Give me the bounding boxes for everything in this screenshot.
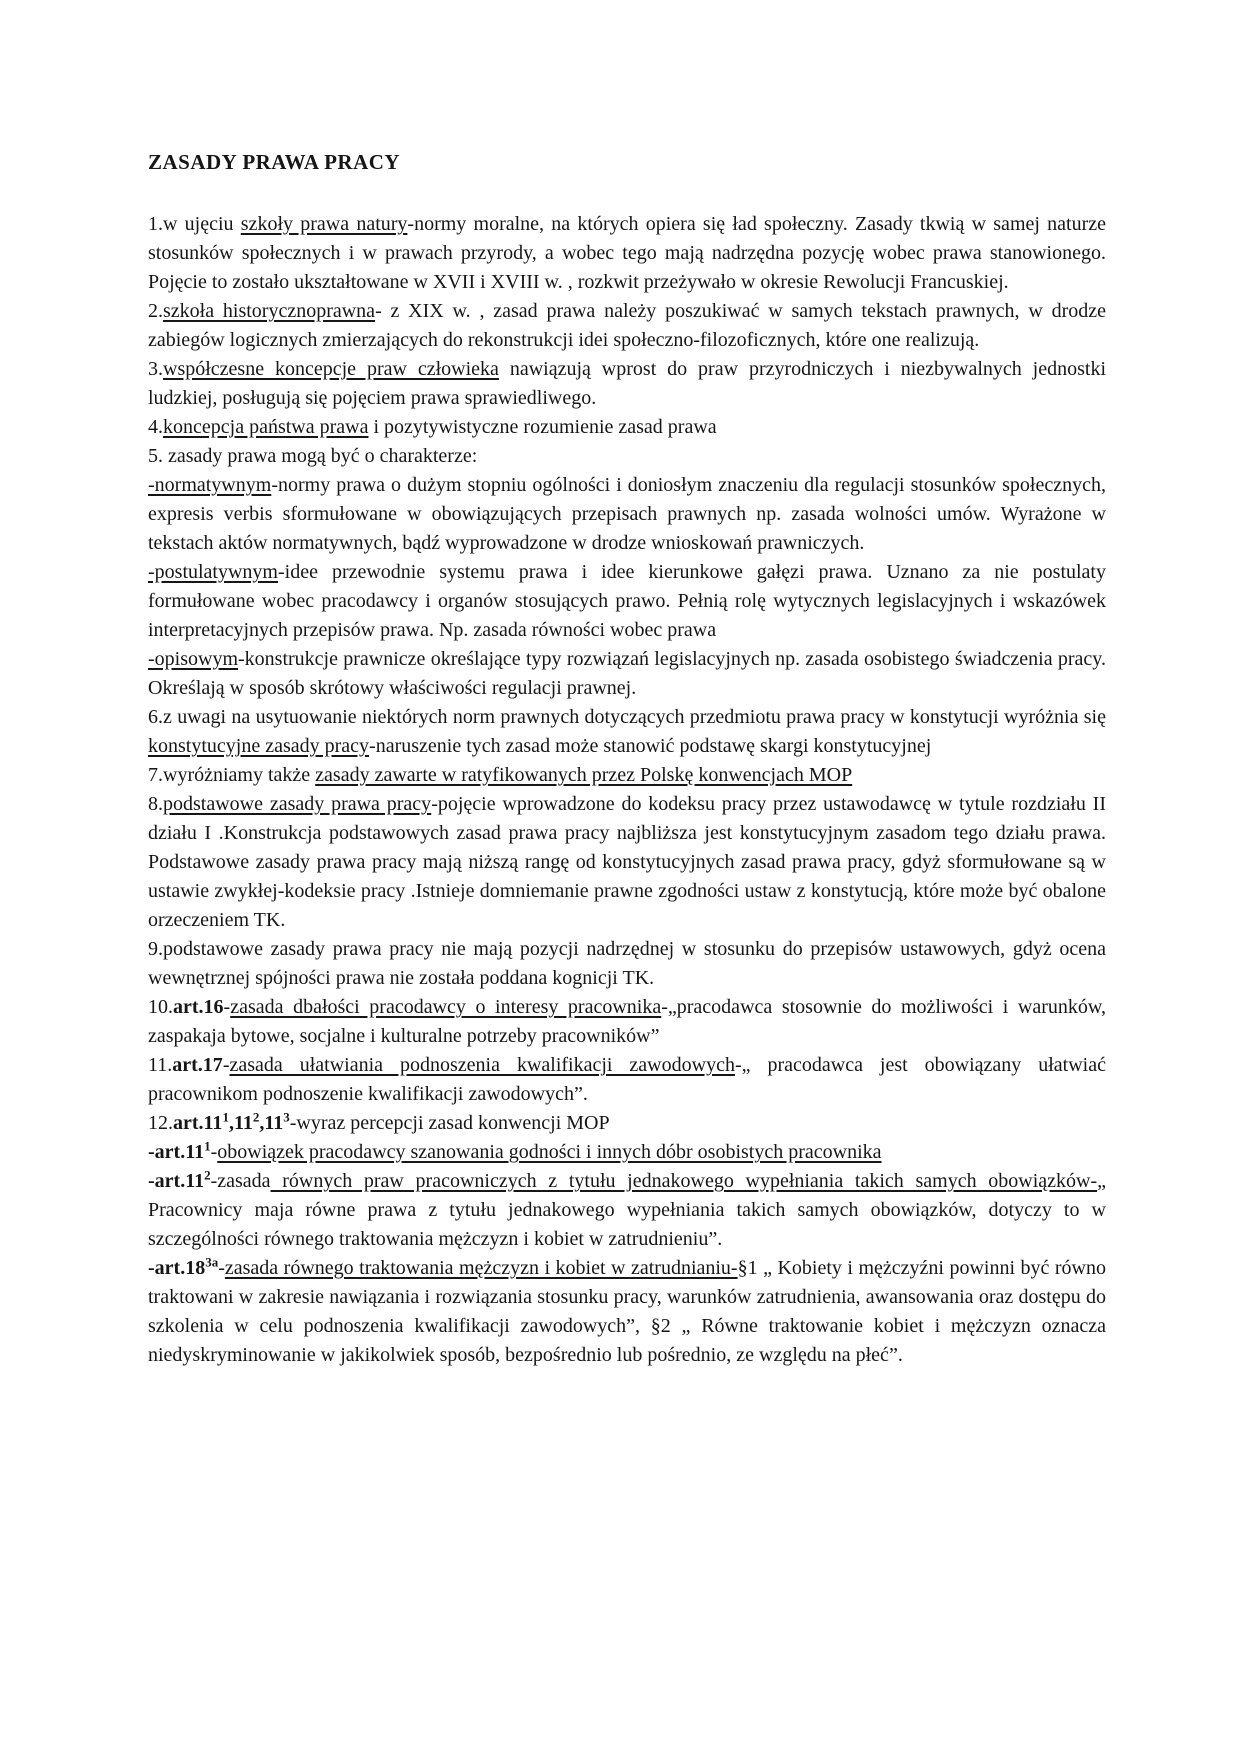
text-run: 3 xyxy=(283,1109,290,1125)
text-run: -„pracodawca stosownie do możliwości i warunków, zaspakaja bytowe, socjalne i kulturalne potrzeby pracowników” xyxy=(148,996,1106,1047)
text-run: -naruszenie tych zasad może stanowić podstawę skargi konstytucyjnej xyxy=(369,735,932,757)
paragraph xyxy=(148,471,1106,558)
text-run: -normatywnym xyxy=(148,474,272,496)
text-run: - xyxy=(223,996,231,1018)
text-run: -postulatywnym xyxy=(148,561,278,583)
text-run: §1 „ Kobiety i mężczyźni powinni być równo traktowani w zakresie nawiązania i rozwiązania stosunku pracy, warunków zatrudnienia, awansowania oraz dostępu do szkolenia w celu podnoszenia kwalifikacji zawodowych”, §2 „ Równe traktowanie kobiet i mężczyzn oznacza niedyskryminowanie w jakikolwiek sposób, bezpośrednio lub pośrednio, ze względu na płeć”. xyxy=(148,1257,1107,1366)
text-run: -opisowym xyxy=(148,648,238,670)
text-run: obowiązek pracodawcy szanowania godności i innych dóbr osobistych pracownika xyxy=(217,1141,882,1163)
text-run: -konstrukcje prawnicze określające typy rozwiązań legislacyjnych np. zasada osobistego świadczenia pracy. Określają w sposób skrótowy właściwości regulacji prawnej. xyxy=(148,648,1106,699)
text-run: 3. xyxy=(148,358,163,380)
text-run: zasada równego traktowania mężczyzn i kobiet w zatrudnianiu- xyxy=(224,1257,738,1279)
text-run: 2 xyxy=(252,1109,260,1125)
text-run: -art.11 xyxy=(148,1141,205,1163)
text-run: zasada dbałości pracodawcy o interesy pracownika xyxy=(230,996,662,1018)
text-run: -wyraz percepcji zasad konwencji MOP xyxy=(289,1112,610,1134)
paragraph xyxy=(148,558,1106,645)
text-run: szkoła historycznoprawna xyxy=(163,300,376,322)
text-run: współczesne koncepcje praw człowieka xyxy=(163,358,499,380)
paragraph xyxy=(148,1167,1106,1254)
text-run: 11. xyxy=(148,1054,173,1076)
text-run: 5. zasady prawa mogą być o charakterze: xyxy=(148,445,478,467)
paragraph xyxy=(148,1138,1106,1167)
text-run: szkoły prawa natury xyxy=(240,213,408,235)
text-run: 2. xyxy=(148,300,163,322)
text-run: 1.w ujęciu xyxy=(148,213,241,235)
text-run: -zasada xyxy=(210,1170,271,1192)
text-run: -idee przewodnie systemu prawa i idee kierunkowe gałęzi prawa. Uznano za nie postulaty formułowane wobec pracodawcy i organów stosujących prawo. Pełnią rolę wytycznych legislacyjnych i wskazówek interpretacyjnych przepisów prawa. Np. zasada równości wobec prawa xyxy=(148,561,1106,641)
paragraph xyxy=(148,413,1106,442)
text-run: -normy moralne, na których opiera się ład społeczny. Zasady tkwią w samej naturze stosunków społecznych i w prawach przyrody, a wobec tego mają nadrzędna pozycję wobec prawa stanowionego. Pojęcie to zostało ukształtowane w XVII i XVIII w. , rozkwit przeżywało w okresie Rewolucji Francuskiej. xyxy=(148,213,1107,293)
text-run: nawiązują wprost do praw przyrodniczych i niezbywalnych jednostki ludzkiej, posługują się pojęciem prawa sprawiedliwego. xyxy=(148,358,1107,409)
text-run: - z XIX w. , zasad prawa należy poszukiwać w samych tekstach prawnych, w drodze zabiegów logicznych zmierzających do rekonstrukcji idei społeczno-filozoficznych, które one realizują. xyxy=(148,300,1106,351)
paragraph xyxy=(148,935,1106,993)
text-run: 8. xyxy=(148,793,163,815)
text-run: 4. xyxy=(148,416,163,438)
text-run: art.11 xyxy=(173,1112,223,1134)
text-run: koncepcja państwa prawa xyxy=(163,416,369,438)
text-run: 10. xyxy=(148,996,173,1018)
text-run: - xyxy=(210,1141,218,1163)
paragraph xyxy=(148,790,1106,935)
text-run: - xyxy=(222,1054,230,1076)
document-content xyxy=(148,150,1106,1370)
paragraph xyxy=(148,1109,1106,1138)
paragraph xyxy=(148,993,1106,1051)
text-run: art.16 xyxy=(173,996,224,1018)
paragraph xyxy=(148,761,1106,790)
text-run: 1 xyxy=(222,1109,229,1125)
text-run: zasady zawarte w ratyfikowanych przez Polskę konwencjach MOP xyxy=(315,764,853,786)
text-run: podstawowe zasady prawa pracy xyxy=(163,793,432,815)
text-run: „ Pracownicy maja równe prawa z tytułu jednakowego wypełniania takich samych obowiązków, dotyczy to w szczególności równego traktowania mężczyzn i kobiet w zatrudnieniu”. xyxy=(148,1170,1106,1250)
text-run: 12. xyxy=(148,1112,173,1134)
text-run: 1 xyxy=(204,1138,211,1154)
document-title: ZASADY PRAWA PRACY xyxy=(148,150,401,174)
paragraph xyxy=(148,355,1106,413)
text-run: art.17 xyxy=(172,1054,223,1076)
paragraph xyxy=(148,210,1106,297)
text-run: -„ pracodawca jest obowiązany ułatwiać pracownikom podnoszenie kwalifikacji zawodowych”. xyxy=(148,1054,1106,1105)
text-run: 2 xyxy=(204,1167,211,1183)
text-run: -art.18 xyxy=(148,1257,206,1279)
paragraph xyxy=(148,645,1106,703)
text-run: 7.wyróżniamy także xyxy=(148,764,316,786)
paragraph xyxy=(148,1051,1106,1109)
document-body xyxy=(148,210,1106,1370)
text-run: 3a xyxy=(205,1254,219,1270)
text-run: ,11 xyxy=(228,1112,253,1134)
text-run: i pozytywistyczne rozumienie zasad prawa xyxy=(368,416,717,438)
text-run: 6.z uwagi na usytuowanie niektórych norm prawnych dotyczących przedmiotu prawa pracy w konstytucji wyróżnia się xyxy=(148,706,1106,728)
text-run: konstytucyjne zasady pracy xyxy=(148,735,370,757)
paragraph xyxy=(148,442,1106,471)
paragraph xyxy=(148,1254,1106,1370)
text-run: -pojęcie wprowadzone do kodeksu pracy przez ustawodawcę w tytule rozdziału II działu I .Konstrukcja podstawowych zasad prawa pracy najbliższa jest konstytucyjnym zasadom tego działu prawa. Podstawowe zasady prawa pracy mają niższą rangę od konstytucyjnych zasad prawa pracy, gdyż sformułowane są w ustawie zwykłej-kodeksie pracy .Istnieje domniemanie prawne zgodności ustaw z konstytucją, które może być obalone orzeczeniem TK. xyxy=(148,793,1106,931)
text-run: równych praw pracowniczych z tytułu jednakowego wypełniania takich samych obowiązków- xyxy=(270,1170,1098,1192)
paragraph xyxy=(148,297,1106,355)
text-run: -art.11 xyxy=(148,1170,205,1192)
text-run: -normy prawa o dużym stopniu ogólności i doniosłym znaczeniu dla regulacji stosunków społecznych, expresis verbis sformułowane w obowiązujących przepisach prawnych np. zasada wolności umów. Wyrażone w tekstach aktów normatywnych, bądź wyprowadzone w drodze wnioskowań prawniczych. xyxy=(148,474,1106,554)
paragraph xyxy=(148,703,1106,761)
text-run: - xyxy=(218,1257,225,1279)
text-run: zasada ułatwiania podnoszenia kwalifikacji zawodowych xyxy=(229,1054,735,1076)
text-run: 9.podstawowe zasady prawa pracy nie mają pozycji nadrzędnej w stosunku do przepisów ustawowych, gdyż ocena wewnętrznej spójności prawa nie została poddana kognicji TK. xyxy=(148,938,1106,989)
text-run: ,11 xyxy=(259,1112,284,1134)
